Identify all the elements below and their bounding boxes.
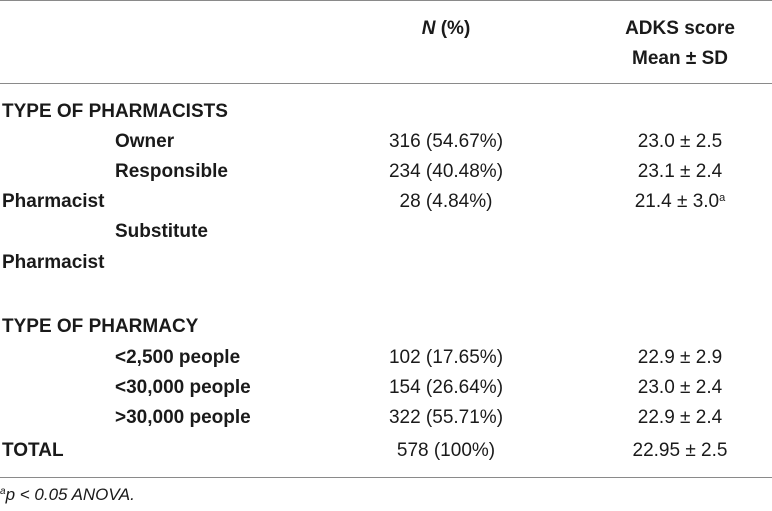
row-gt30000-n: 322 (55.71%) (388, 407, 504, 428)
row-substitute-score (570, 191, 772, 213)
header-n-rest: (%) (435, 18, 471, 39)
row-total-label: TOTAL (2, 440, 64, 461)
bottom-rule (0, 477, 772, 478)
section-title-pharmacy: TYPE OF PHARMACY (2, 316, 199, 337)
row-substitute-n: 28 (4.84%) (399, 191, 493, 212)
row-total-score: 22.95 ± 2.5 (632, 440, 728, 461)
top-rule (0, 0, 772, 1)
row-total-n: 578 (100%) (396, 440, 496, 461)
row-responsible-label: Responsible (115, 161, 228, 182)
row-gt30000-score: 22.9 ± 2.4 (637, 407, 723, 428)
header-score-line2: Mean ± SD (632, 48, 728, 69)
row-responsible-score: 23.1 ± 2.4 (637, 161, 723, 182)
section-title-pharmacists: TYPE OF PHARMACISTS (2, 101, 228, 122)
footnote-sup: a (0, 486, 6, 497)
row-owner-label: Owner (115, 131, 175, 152)
header-score-line1: ADKS score (625, 18, 735, 39)
row-owner-n: 316 (54.67%) (388, 131, 504, 152)
row-lt30000-score: 23.0 ± 2.4 (637, 377, 723, 398)
row-substitute-score-sup: a (719, 192, 726, 204)
row-lt2500-score: 22.9 ± 2.9 (637, 347, 723, 368)
header-rule (0, 83, 772, 84)
row-lt2500-label: <2,500 people (115, 347, 241, 368)
footnote (0, 485, 135, 505)
row-lt2500-n: 102 (17.65%) (388, 347, 504, 368)
row-owner-score: 23.0 ± 2.5 (637, 131, 723, 152)
footnote-text: p < 0.05 ANOVA. (5, 485, 135, 504)
header-n-percent (338, 18, 554, 40)
row-substitute-score-value: 21.4 ± 3.0 (634, 191, 720, 212)
row-lt30000-n: 154 (26.64%) (388, 377, 504, 398)
row-substitute-label: Substitute (115, 221, 208, 242)
row-gt30000-label: >30,000 people (115, 407, 251, 428)
row-lt30000-label: <30,000 people (115, 377, 251, 398)
row-responsible-pharmacist-label: Pharmacist (2, 191, 105, 212)
row-responsible-n: 234 (40.48%) (388, 161, 504, 182)
header-n-italic: N (421, 18, 436, 39)
row-substitute-pharmacist-label: Pharmacist (2, 252, 105, 273)
